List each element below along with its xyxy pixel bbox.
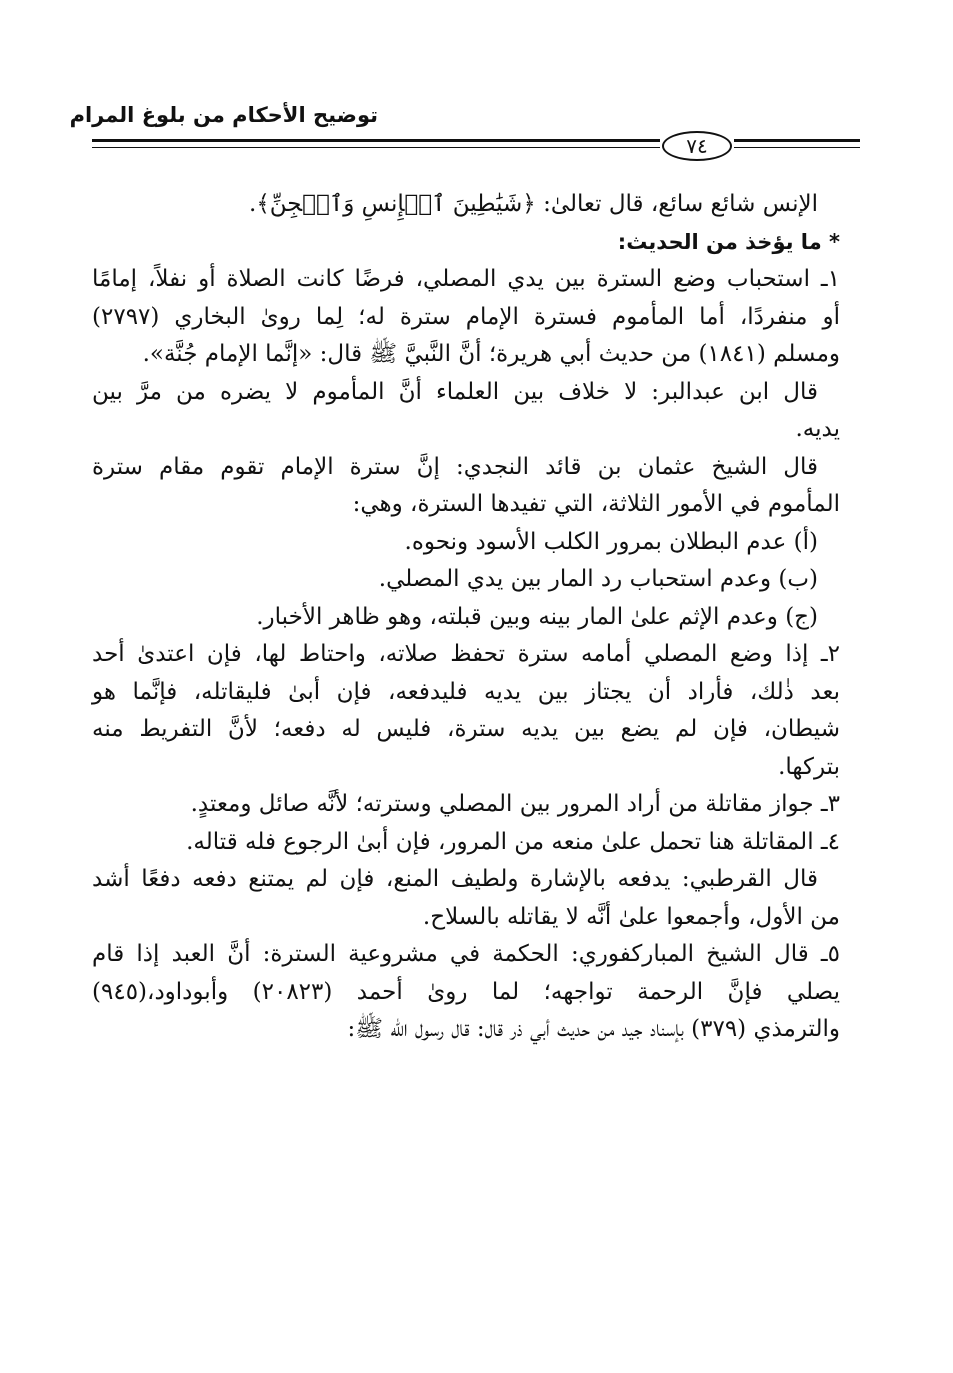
text-line: قال القرطبي: يدفعه بالإشارة ولطيف المنع، فإن لم يمتنع دفعه دفعًا أشد (92, 866, 818, 892)
text-line: قال ابن عبدالبر: لا خلاف بين العلماء أنَّ المأموم لا يضره من مرَّ بين (92, 378, 818, 405)
text-line: المأموم في الأمور الثلاثة، التي تفيدها السترة، وهي: (352, 491, 840, 517)
text-line: من الأول، وأجمعوا علىٰ أنَّه لا يقاتله بالسلاح. (422, 903, 840, 930)
header-rule-left-thin (92, 147, 660, 148)
list-item: (ب) وعدم استحباب رد المار بين يدي المصلي. (378, 566, 818, 592)
text-line: ٢ـ إذا وضع المصلي أمامه سترة تحفظ صلاته، واحتاط لها، فإن اعتدىٰ أحد (92, 641, 840, 667)
text-line: قال الشيخ عثمان بن قائد النجدي: إنَّ سترة الإمام تقوم مقام سترة (92, 453, 818, 480)
text-line: يصلي فإنَّ الرحمة تواجهه؛ لما روىٰ أحمد (٢٠٨٢٣) وأبوداود،(٩٤٥) (92, 978, 841, 1005)
text-line: الإنس شائع سائع، قال تعالىٰ: ﴿شَيَٰطِينَ ٱلۡإِنسِ وَٱلۡجِنِّ﴾. (249, 191, 818, 217)
list-item: (ج) وعدم الإثم علىٰ المار بينه وبين قبلته، وهو ظاهر الأخبار. (256, 603, 818, 630)
text-line: ٤ـ المقاتلة هنا تحمل علىٰ منعه من المرور، فإن أبىٰ الرجوع فله قتاله. (186, 828, 840, 855)
text-line: ومسلم (١٨٤١) من حديث أبي هريرة؛ أنَّ النَّبيَّ ﷺ قال: «إنَّما الإمام جُنَّة». (142, 341, 840, 367)
text-line: والترمذي (٣٧٩) بإسناد جيد من حديث أبي ذر قال: قال رسول الله ﷺ: (347, 1016, 840, 1042)
text-line: بتركها. (778, 753, 840, 780)
text-line: شيطان، فإن لم يضع بين يديه سترة، فليس له دفعه؛ لأنَّ التفريط منه (92, 716, 840, 742)
running-header-title: توضيح الأحكام من بلوغ المرام (69, 103, 378, 127)
text-line: ١ـ استحباب وضع السترة بين يدي المصلي، فرضًا كانت الصلاة أو نفلاً، إمامًا (92, 266, 840, 292)
header-rule-left (92, 139, 660, 142)
text-line: يديه. (795, 416, 840, 442)
text-line: بعد ذٰلك، فأراد أن يجتاز بين يديه فليدفعه، فإن أبىٰ فليقاتله، فإنَّما هو (92, 678, 840, 705)
header-rule-right-thin (734, 147, 860, 148)
section-heading: * ما يؤخذ من الحديث: (617, 229, 840, 254)
text-line: ٣ـ جواز مقاتلة من أراد المرور بين المصلي وسترته؛ لأنَّه صائل ومعتدٍ. (190, 791, 840, 817)
text-line: أو منفردًا، أما المأموم فسترة الإمام سترة له؛ لِما روىٰ البخاري (٢٧٩٧) (92, 303, 840, 330)
list-item: (أ) عدم البطلان بمرور الكلب الأسود ونحوه. (404, 528, 818, 555)
header-rule-right (734, 139, 860, 142)
page-body (92, 186, 840, 1049)
page-number: ٧٤ (662, 131, 732, 161)
text-line: ٥ـ قال الشيخ المباركفوري: الحكمة في مشروعية السترة: أنَّ العبد إذا قام (92, 941, 840, 967)
